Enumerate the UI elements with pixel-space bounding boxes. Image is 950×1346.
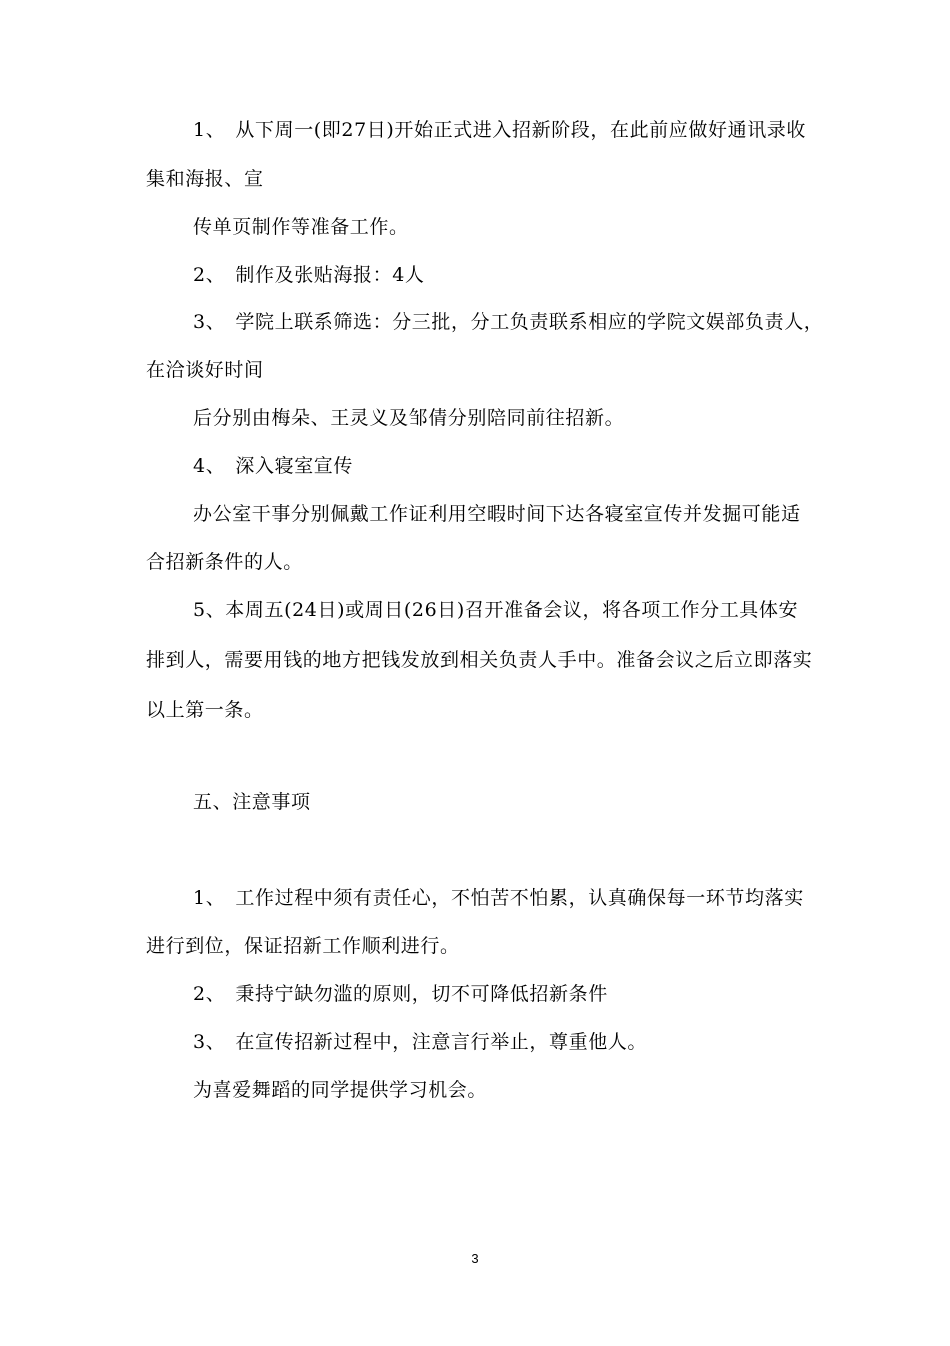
paragraph-3-line-1: 2、 制作及张贴海报：4人 <box>193 264 425 286</box>
paragraph-7-line-1: 办公室干事分别佩戴工作证利用空暇时间下达各寝室宣传并发掘可能适 <box>193 503 801 525</box>
paragraph-7-line-2: 合招新条件的人。 <box>146 551 303 573</box>
paragraph-8-line-1: 5、本周五(24日)或周日(26日)召开准备会议，将各项工作分工具体安 <box>193 599 799 621</box>
page-number: 3 <box>471 1251 479 1266</box>
note-2-line-1: 2、 秉持宁缺勿滥的原则，切不可降低招新条件 <box>193 983 608 1005</box>
paragraph-8-line-3: 以上第一条。 <box>146 699 264 721</box>
paragraph-1-line-2: 集和海报、宣 <box>146 168 264 190</box>
paragraph-8-line-2: 排到人，需要用钱的地方把钱发放到相关负责人手中。准备会议之后立即落实 <box>146 649 813 671</box>
paragraph-6-line-1: 4、 深入寝室宣传 <box>193 455 353 477</box>
paragraph-4-line-1: 3、 学院上联系筛选：分三批，分工负责联系相应的学院文娱部负责人， <box>193 311 824 333</box>
note-1-line-2: 进行到位，保证招新工作顺利进行。 <box>146 935 460 957</box>
note-3-line-1: 3、 在宣传招新过程中，注意言行举止，尊重他人。 <box>193 1031 647 1053</box>
paragraph-1-line-1: 1、 从下周一(即27日)开始正式进入招新阶段，在此前应做好通讯录收 <box>193 119 806 141</box>
section-heading: 五、注意事项 <box>193 791 311 813</box>
paragraph-5-line-1: 后分别由梅朵、王灵义及邹倩分别陪同前往招新。 <box>193 407 625 429</box>
note-1-line-1: 1、 工作过程中须有责任心，不怕苦不怕累，认真确保每一环节均落实 <box>193 887 804 909</box>
paragraph-4-line-2: 在洽谈好时间 <box>146 359 264 381</box>
paragraph-2-line-1: 传单页制作等准备工作。 <box>193 216 409 238</box>
closing-line: 为喜爱舞蹈的同学提供学习机会。 <box>193 1079 488 1101</box>
